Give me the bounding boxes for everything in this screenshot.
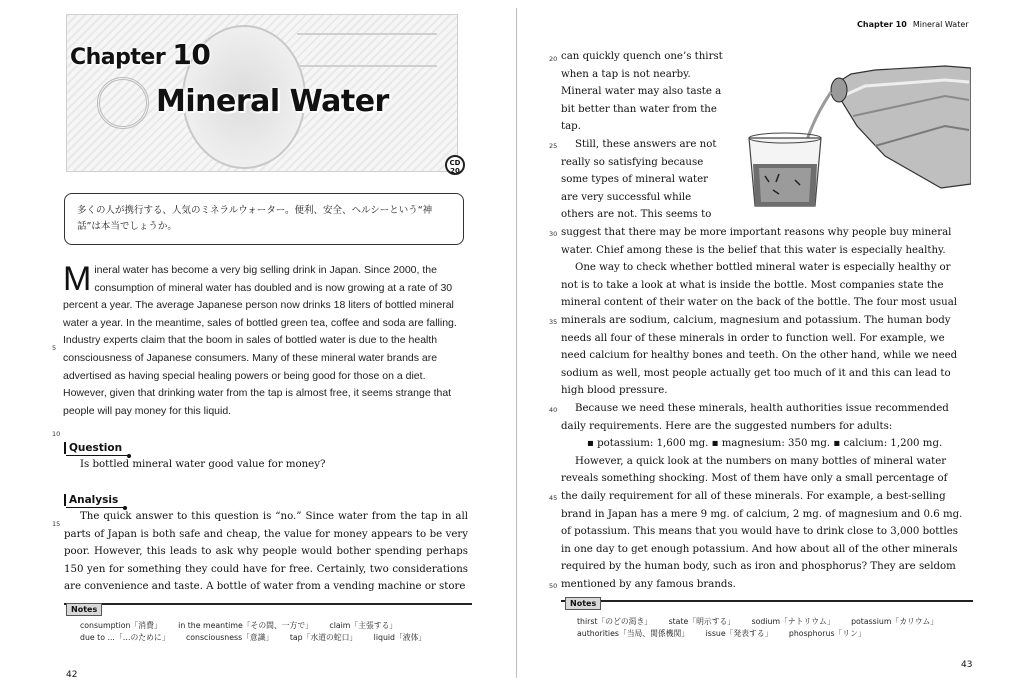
text-line: mentioned by any famous brands.: [561, 578, 736, 590]
text-line: really so satisfying because: [561, 156, 704, 168]
drop-cap: M: [63, 260, 92, 298]
note-item: thirst「のどの渇き」: [577, 617, 653, 626]
text-line: of potassium. This means that you would have to drink close to 3,000 bottles: [561, 526, 958, 538]
text-line: Because we need these minerals, health authorities issue recommended: [575, 402, 949, 414]
text-line: One way to check whether bottled mineral water is especially healthy or: [575, 262, 951, 274]
text-line: Still, these answers are not: [575, 138, 717, 150]
cd-track-number: 20: [450, 167, 460, 175]
note-item: potassium「カリウム」: [851, 617, 939, 626]
text-line: bit better than water from the: [561, 103, 717, 115]
line-number: 50: [549, 582, 558, 590]
note-item: due to ...「…のために」: [80, 633, 170, 642]
line-number: 5: [52, 344, 57, 352]
text-line: sodium as well, most people actually get too much of it and this can lead to: [561, 367, 951, 379]
notes-divider: [561, 600, 973, 602]
chapter-title: Mineral Water: [156, 84, 389, 119]
text-line: daily requirements. Here are the suggested numbers for adults:: [561, 420, 893, 432]
full-width-text: [561, 224, 981, 593]
note-item: in the meantime「その間、一方で」: [178, 621, 313, 630]
analysis-heading-text: Analysis: [69, 494, 119, 506]
notes-row-2: [80, 632, 440, 643]
question-text: Is bottled mineral water good value for money?: [80, 459, 326, 470]
notes-label: Notes: [565, 597, 601, 610]
text-line: minerals are sodium, calcium, magnesium and potassium. The human body: [561, 314, 951, 326]
running-head-chapter: Chapter 10: [857, 20, 907, 29]
text-line: others are not. This seems to: [561, 209, 712, 221]
text-line: not is to take a look at what is inside the bottle. Most companies state the: [561, 279, 944, 291]
line-number: 45: [549, 494, 558, 502]
text-line: required by the human body, such as iron and phosphorus? They are seldom: [561, 561, 956, 573]
chapter-label: [70, 38, 210, 71]
text-line: can quickly quench one’s thirst: [561, 51, 723, 62]
notes-row-1: [80, 620, 411, 631]
line-number: 10: [52, 430, 61, 438]
page-number-right: 43: [961, 660, 973, 670]
notes-row-1: [577, 616, 952, 627]
note-item: issue「発表する」: [705, 629, 773, 638]
analysis-paragraph: The quick answer to this question is “no.” Since water from the tap in all parts of Japan is both safe and cheap, the value for money appears to be very poor. However, this leads to ask why people would bother spending perhaps 150 yen for something they could have for free. Certainly, two considerations are convenience and taste. A bottle of water from a vending machine or store: [64, 511, 468, 593]
line-number: 40: [549, 406, 558, 414]
note-item: tap「水道の蛇口」: [289, 633, 358, 642]
text-line: Mineral water may also taste a: [561, 86, 722, 98]
note-item: consciousness「意識」: [185, 633, 274, 642]
notes-label: Notes: [66, 603, 102, 616]
text-line: need calcium for healthy bones and teeth. On the other hand, while we need: [561, 350, 958, 362]
line-number: 20: [549, 55, 558, 63]
text-line: mineral content of their water on the back of the bottle. The four most usual: [561, 297, 958, 309]
water-bottle-glass-photo: [745, 56, 971, 212]
right-page: [517, 0, 1020, 685]
intro-paragraph-text: ineral water has become a very big selling drink in Japan. Since 2000, the consumption of mineral water has doubled and is now growing at a rate of 30 percent a year. The average Japanese person now drinks 18 liters of bottled mineral water a year. In the meantime, sales of bottled green tea, coffee and soda are falling. Industry experts claim that the boom in sales of bottled water is due to the health consciousness of Japanese consumers. Many of these mineral water brands are advertised as having special healing powers or being good for those on a diet. However, given that drinking water from the tap is almost free, it seems strange that people will pay money for this liquid.: [63, 264, 457, 417]
intro-paragraph: [63, 262, 467, 420]
text-line: tap.: [561, 121, 581, 133]
question-heading-text: Question: [69, 442, 123, 454]
line-number: 35: [549, 318, 558, 326]
bottle-pouring-illustration: [745, 56, 971, 212]
note-item: claim「主張する」: [329, 621, 398, 630]
notes-row-2: [577, 628, 880, 639]
question-heading: [64, 442, 122, 454]
text-line: brand in Japan has a mere 9 mg. of calcium, 2 mg. of magnesium and 0.6 mg.: [561, 508, 963, 520]
running-head-title: Mineral Water: [912, 20, 969, 29]
banknote-engraving: [297, 33, 437, 67]
note-item: phosphorus「リン」: [788, 629, 866, 638]
text-line: suggest that there may be more important reasons why people buy mineral: [561, 227, 952, 238]
line-number: 25: [549, 142, 558, 150]
intro-summary-box: 多くの人が携行する、人気のミネラルウォーター。便利、安全、ヘルシーという“神話”は本当でしょうか。: [64, 193, 464, 245]
text-line: are very successful while: [561, 191, 692, 203]
banknote-seal: [97, 77, 149, 129]
text-line: in one day to get enough potassium. And how about all of the other minerals: [561, 543, 958, 555]
cd-track-badge: [445, 155, 465, 175]
note-item: authorities「当局、関係機関」: [577, 629, 690, 638]
text-line: However, a quick look at the numbers on many bottles of mineral water: [575, 455, 947, 467]
chapter-word: Chapter: [70, 45, 166, 70]
chapter-number: 10: [172, 38, 211, 71]
text-line: some types of mineral water: [561, 174, 709, 186]
analysis-heading: [64, 494, 118, 506]
cd-label: CD: [449, 159, 461, 167]
note-item: state「明示する」: [668, 617, 736, 626]
text-line: water. Chief among these is the belief that this water is especially healthy.: [561, 244, 946, 256]
note-item: sodium「ナトリウム」: [751, 617, 835, 626]
running-head: [857, 20, 969, 29]
narrow-column-text: [561, 48, 741, 224]
text-line: needs all four of these minerals in order to function well. For example, we: [561, 332, 945, 344]
text-line: the daily requirement for all of these minerals. For example, a best-selling: [561, 490, 946, 502]
line-number: 15: [52, 520, 61, 528]
text-line: when a tap is not nearby.: [561, 68, 691, 80]
note-item: liquid「液体」: [373, 633, 427, 642]
line-number: 30: [549, 230, 558, 238]
text-line: high blood pressure.: [561, 385, 668, 397]
note-item: consumption「消費」: [80, 621, 162, 630]
page-number-left: 42: [66, 670, 78, 680]
mineral-requirements-list: ▪ potassium: 1,600 mg. ▪ magnesium: 350 mg. ▪ calcium: 1,200 mg.: [587, 438, 943, 450]
notes-divider: [64, 603, 472, 605]
text-line: reveals something shocking. Most of them have only a small percentage of: [561, 473, 948, 485]
